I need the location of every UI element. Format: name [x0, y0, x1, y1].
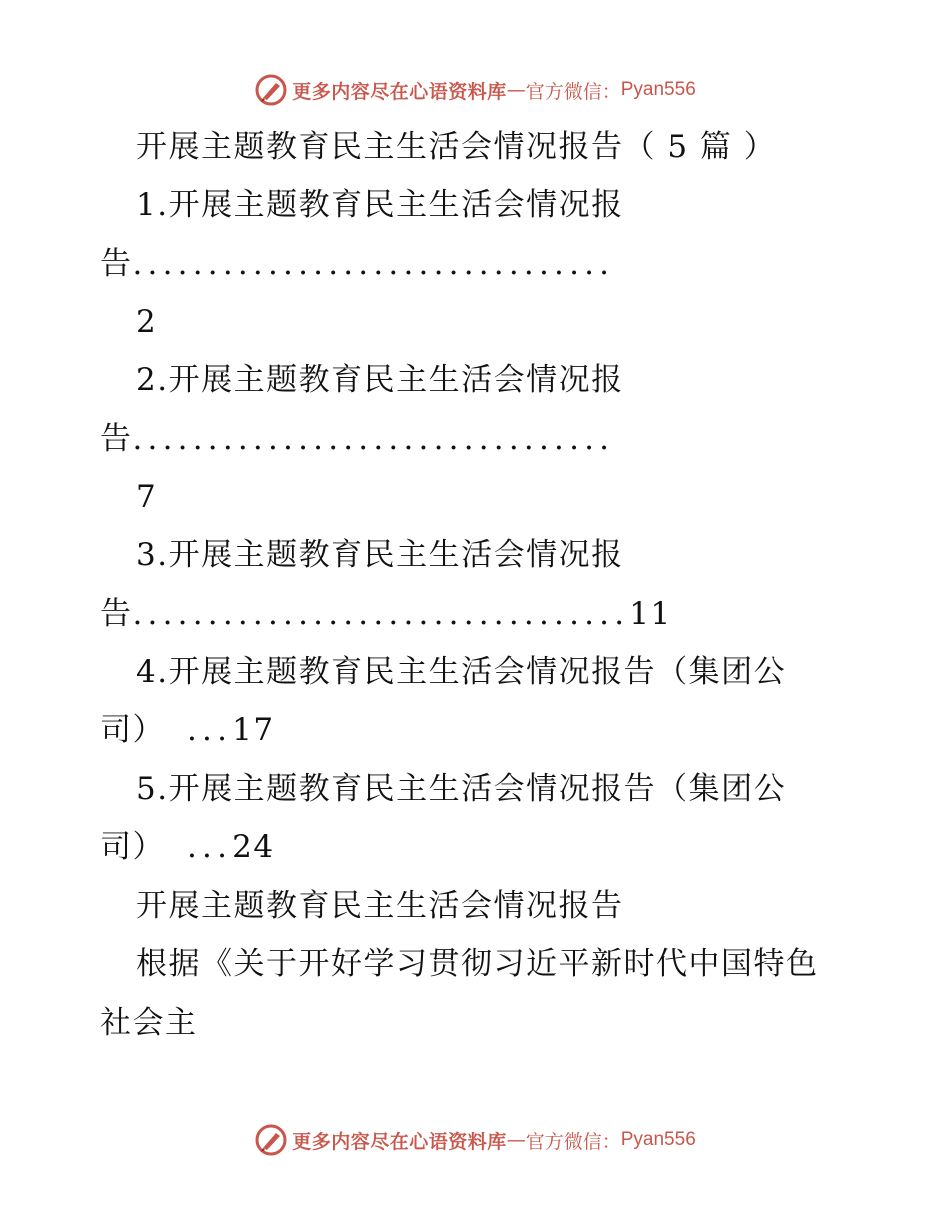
- toc-entry-1-text: 1.开展主题教育民主生活会情况报: [136, 187, 624, 223]
- pen-logo-icon: [254, 1123, 288, 1157]
- toc-entry-2-cont: 告: [100, 421, 133, 457]
- toc-entry-3-text: 3.开展主题教育民主生活会情况报: [136, 537, 624, 573]
- toc-entry-4-page: 17: [232, 712, 275, 748]
- toc-entry-2-page: 7: [136, 479, 158, 515]
- toc-entry-4-leader: ...: [187, 712, 233, 748]
- toc-entry-1-cont: 告: [100, 246, 133, 282]
- toc-entry-1-leader: ................................: [132, 246, 615, 282]
- banner-separator: —: [506, 79, 526, 101]
- toc-entry-4-cont: 司）: [100, 712, 165, 748]
- toc-entry-5-leader: ...: [187, 829, 233, 865]
- toc-entry-3-continuation: [100, 594, 672, 634]
- document-title: 开展主题教育民主生活会情况报告（ 5 篇 ）: [136, 129, 777, 165]
- toc-entry-1-continuation: [100, 244, 614, 284]
- body-paragraph-line-2: 社会主: [100, 1005, 198, 1041]
- toc-entry-5-text: 5.开展主题教育民主生活会情况报告（集团公: [136, 771, 787, 807]
- banner-wechat-id: Pyan556: [620, 1129, 696, 1150]
- toc-entry-4-text: 4.开展主题教育民主生活会情况报告（集团公: [136, 654, 787, 690]
- pen-logo-icon: [254, 73, 288, 107]
- body-paragraph-line-1: 根据《关于开好学习贯彻习近平新时代中国特色: [136, 946, 819, 982]
- banner-official-label: 官方微信：: [525, 80, 621, 103]
- banner-main-text: 更多内容尽在心语资料库: [292, 80, 507, 103]
- toc-entry-2-continuation: [100, 419, 614, 459]
- banner-official-label: 官方微信：: [525, 1130, 621, 1153]
- toc-entry-2-leader: ................................: [132, 421, 615, 457]
- toc-entry-5-cont: 司）: [100, 829, 165, 865]
- footer-banner: [0, 1120, 950, 1160]
- toc-entry-3-cont: 告: [100, 596, 133, 632]
- toc-entry-5-continuation: [100, 827, 275, 867]
- toc-entry-2-text: 2.开展主题教育民主生活会情况报: [136, 362, 624, 398]
- toc-entry-3-leader: .................................: [132, 596, 630, 632]
- toc-entry-3-page: 11: [629, 596, 672, 632]
- banner-main-text: 更多内容尽在心语资料库: [292, 1130, 507, 1153]
- toc-entry-4-continuation: [100, 710, 275, 750]
- toc-entry-1-page: 2: [136, 304, 158, 340]
- header-banner: [0, 70, 950, 110]
- banner-separator: —: [506, 1129, 526, 1151]
- toc-entry-5-page: 24: [232, 829, 275, 865]
- section-title: 开展主题教育民主生活会情况报告: [136, 888, 624, 924]
- banner-wechat-id: Pyan556: [620, 79, 696, 100]
